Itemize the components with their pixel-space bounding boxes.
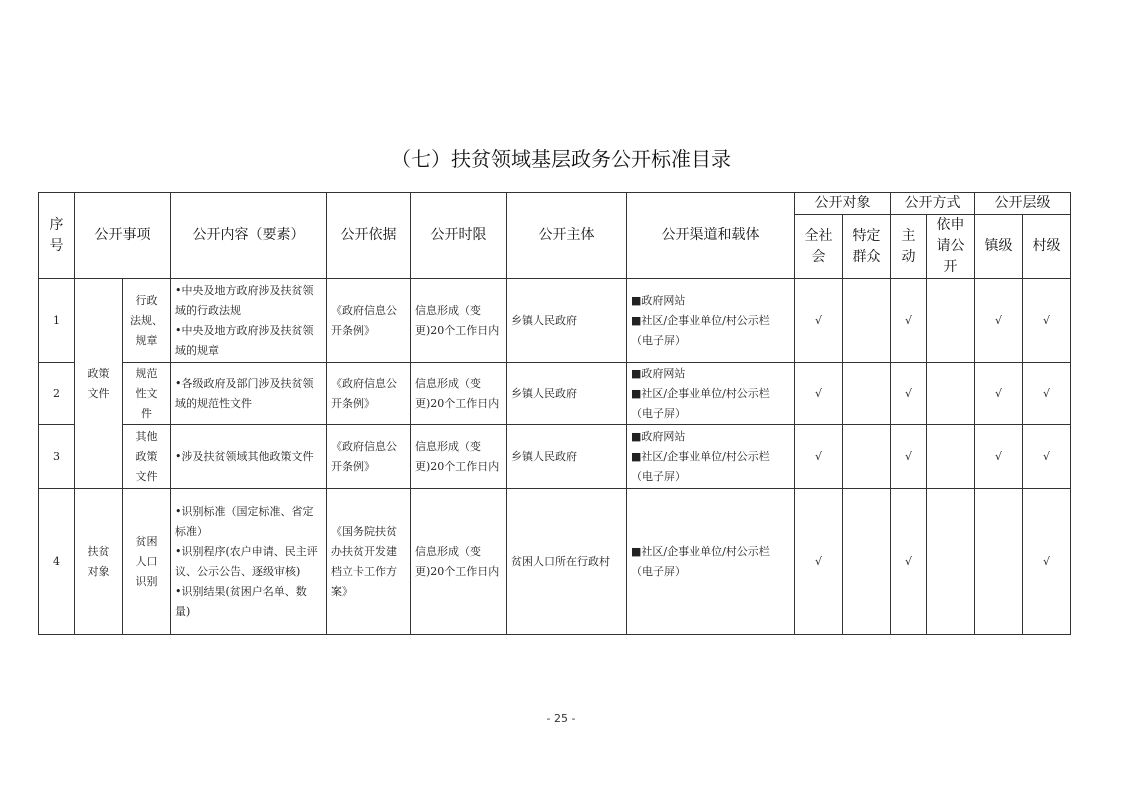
page-title: （七）扶贫领域基层政务公开标准目录 bbox=[391, 147, 731, 171]
row-time-limit: 信息形成（变更)20个工作日内 bbox=[411, 279, 507, 363]
header-seq: 序 号 bbox=[39, 193, 75, 279]
town-level-check: √ bbox=[975, 425, 1023, 489]
row-sub-item: 贫困 人口 识别 bbox=[123, 489, 171, 635]
header-town-level: 镇级 bbox=[975, 215, 1023, 279]
on-request-check bbox=[927, 279, 975, 363]
channel-item: ■社区/企事业单位/村公示栏（电子屏） bbox=[631, 544, 770, 578]
town-level-check: √ bbox=[975, 363, 1023, 425]
row-channel bbox=[627, 363, 795, 425]
village-level-check: √ bbox=[1023, 279, 1071, 363]
specific-group-check bbox=[843, 363, 891, 425]
header-level-group: 公开层级 bbox=[975, 193, 1071, 215]
all-society-check: √ bbox=[795, 489, 843, 635]
row-subject: 贫困人口所在行政村 bbox=[507, 489, 627, 635]
table-row bbox=[39, 489, 1071, 635]
content-item: •中央及地方政府涉及扶贫领域的行政法规 bbox=[175, 283, 314, 317]
channel-item: ■政府网站 bbox=[631, 293, 686, 307]
all-society-check: √ bbox=[795, 279, 843, 363]
row-seq: 2 bbox=[39, 363, 75, 425]
town-level-check bbox=[975, 489, 1023, 635]
table-row bbox=[39, 363, 1071, 425]
village-level-check: √ bbox=[1023, 425, 1071, 489]
disclosure-catalog-table bbox=[38, 192, 1071, 635]
table-row bbox=[39, 425, 1071, 489]
header-method-group: 公开方式 bbox=[891, 193, 975, 215]
row-subject: 乡镇人民政府 bbox=[507, 363, 627, 425]
active-check: √ bbox=[891, 279, 927, 363]
active-check: √ bbox=[891, 489, 927, 635]
group-poverty-target: 扶贫 对象 bbox=[75, 489, 123, 635]
row-subject: 乡镇人民政府 bbox=[507, 279, 627, 363]
channel-item: ■政府网站 bbox=[631, 429, 686, 443]
on-request-check bbox=[927, 489, 975, 635]
row-sub-item: 其他 政策 文件 bbox=[123, 425, 171, 489]
header-on-request: 依申 请公 开 bbox=[927, 215, 975, 279]
all-society-check: √ bbox=[795, 363, 843, 425]
specific-group-check bbox=[843, 425, 891, 489]
content-item: •识别标准（国定标准、省定标准） bbox=[175, 504, 314, 538]
page-number: - 25 - bbox=[546, 712, 576, 725]
header-matter: 公开事项 bbox=[75, 193, 171, 279]
row-content bbox=[171, 279, 327, 363]
row-subject: 乡镇人民政府 bbox=[507, 425, 627, 489]
header-subject: 公开主体 bbox=[507, 193, 627, 279]
content-item: •识别结果(贫困户名单、数量) bbox=[175, 584, 307, 618]
row-channel bbox=[627, 489, 795, 635]
all-society-check: √ bbox=[795, 425, 843, 489]
header-basis: 公开依据 bbox=[327, 193, 411, 279]
group-policy-files: 政策 文件 bbox=[75, 279, 123, 489]
town-level-check: √ bbox=[975, 279, 1023, 363]
row-basis: 《政府信息公开条例》 bbox=[327, 363, 411, 425]
on-request-check bbox=[927, 363, 975, 425]
village-level-check: √ bbox=[1023, 489, 1071, 635]
active-check: √ bbox=[891, 425, 927, 489]
header-village-level: 村级 bbox=[1023, 215, 1071, 279]
row-basis: 《国务院扶贫办扶贫开发建档立卡工作方案》 bbox=[327, 489, 411, 635]
row-time-limit: 信息形成（变更)20个工作日内 bbox=[411, 489, 507, 635]
channel-item: ■社区/企事业单位/村公示栏（电子屏） bbox=[631, 449, 770, 483]
header-all-society: 全社 会 bbox=[795, 215, 843, 279]
village-level-check: √ bbox=[1023, 363, 1071, 425]
content-item: •各级政府及部门涉及扶贫领域的规范性文件 bbox=[175, 376, 314, 410]
active-check: √ bbox=[891, 363, 927, 425]
on-request-check bbox=[927, 425, 975, 489]
header-active: 主 动 bbox=[891, 215, 927, 279]
row-basis: 《政府信息公开条例》 bbox=[327, 425, 411, 489]
channel-item: ■社区/企事业单位/村公示栏（电子屏） bbox=[631, 313, 770, 347]
content-item: •识别程序(农户申请、民主评议、公示公告、逐级审核) bbox=[175, 544, 318, 578]
row-time-limit: 信息形成（变更)20个工作日内 bbox=[411, 425, 507, 489]
header-content: 公开内容（要素） bbox=[171, 193, 327, 279]
row-sub-item: 行政 法规、 规章 bbox=[123, 279, 171, 363]
row-seq: 1 bbox=[39, 279, 75, 363]
specific-group-check bbox=[843, 489, 891, 635]
header-channel: 公开渠道和载体 bbox=[627, 193, 795, 279]
row-channel bbox=[627, 279, 795, 363]
row-time-limit: 信息形成（变更)20个工作日内 bbox=[411, 363, 507, 425]
header-specific-group: 特定 群众 bbox=[843, 215, 891, 279]
row-basis: 《政府信息公开条例》 bbox=[327, 279, 411, 363]
content-item: •中央及地方政府涉及扶贫领域的规章 bbox=[175, 323, 314, 357]
table-row bbox=[39, 279, 1071, 363]
content-item: •涉及扶贫领域其他政策文件 bbox=[175, 449, 314, 463]
row-content bbox=[171, 489, 327, 635]
row-content bbox=[171, 425, 327, 489]
row-content bbox=[171, 363, 327, 425]
header-time: 公开时限 bbox=[411, 193, 507, 279]
row-seq: 4 bbox=[39, 489, 75, 635]
row-channel bbox=[627, 425, 795, 489]
row-seq: 3 bbox=[39, 425, 75, 489]
specific-group-check bbox=[843, 279, 891, 363]
channel-item: ■社区/企事业单位/村公示栏（电子屏） bbox=[631, 386, 770, 420]
row-sub-item: 规范 性文 件 bbox=[123, 363, 171, 425]
header-target-group: 公开对象 bbox=[795, 193, 891, 215]
channel-item: ■政府网站 bbox=[631, 366, 686, 380]
